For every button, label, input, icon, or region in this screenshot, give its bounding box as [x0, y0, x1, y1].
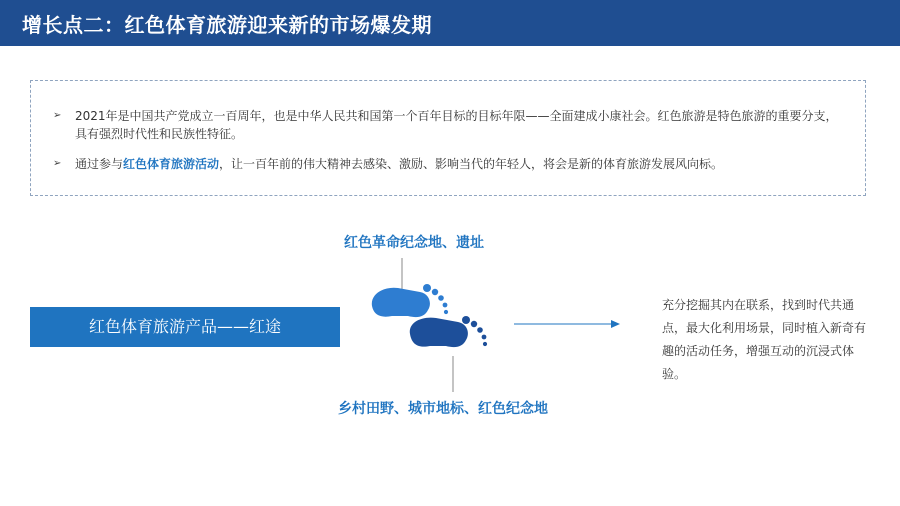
right-description: 充分挖掘其内在联系，找到时代共通点，最大化利用场景，同时植入新奇有趣的活动任务，增强互动的沉浸式体验。 [662, 298, 867, 381]
page-title: 增长点二：红色体育旅游迎来新的市场爆发期 [22, 13, 432, 37]
bullet-text: 通过参与红色体育旅游活动，让一百年前的伟大精神去感染、激励、影响当代的年轻人，将会是新的体育旅游发展风向标。 [75, 157, 724, 171]
top-label: 红色革命纪念地、遗址 [344, 235, 484, 251]
bullet-arrow-icon: ➢ [53, 158, 62, 169]
bottom-label: 乡村田野、城市地标、红色纪念地 [338, 401, 548, 417]
product-label-box: 红色体育旅游产品——红途 [30, 307, 340, 347]
bullet-arrow-icon: ➢ [53, 110, 62, 121]
arrow-head-icon [611, 320, 620, 328]
highlight-text: 红色体育旅游活动 [123, 157, 220, 171]
footprints-icon [372, 284, 487, 347]
bullet-text: 2021年是中国共产党成立一百周年，也是中华人民共和国第一个百年目标的目标年限——全面建成小康社会。红色旅游是特色旅游的重要分支，具有强烈时代性和民族性特征。 [75, 109, 838, 141]
